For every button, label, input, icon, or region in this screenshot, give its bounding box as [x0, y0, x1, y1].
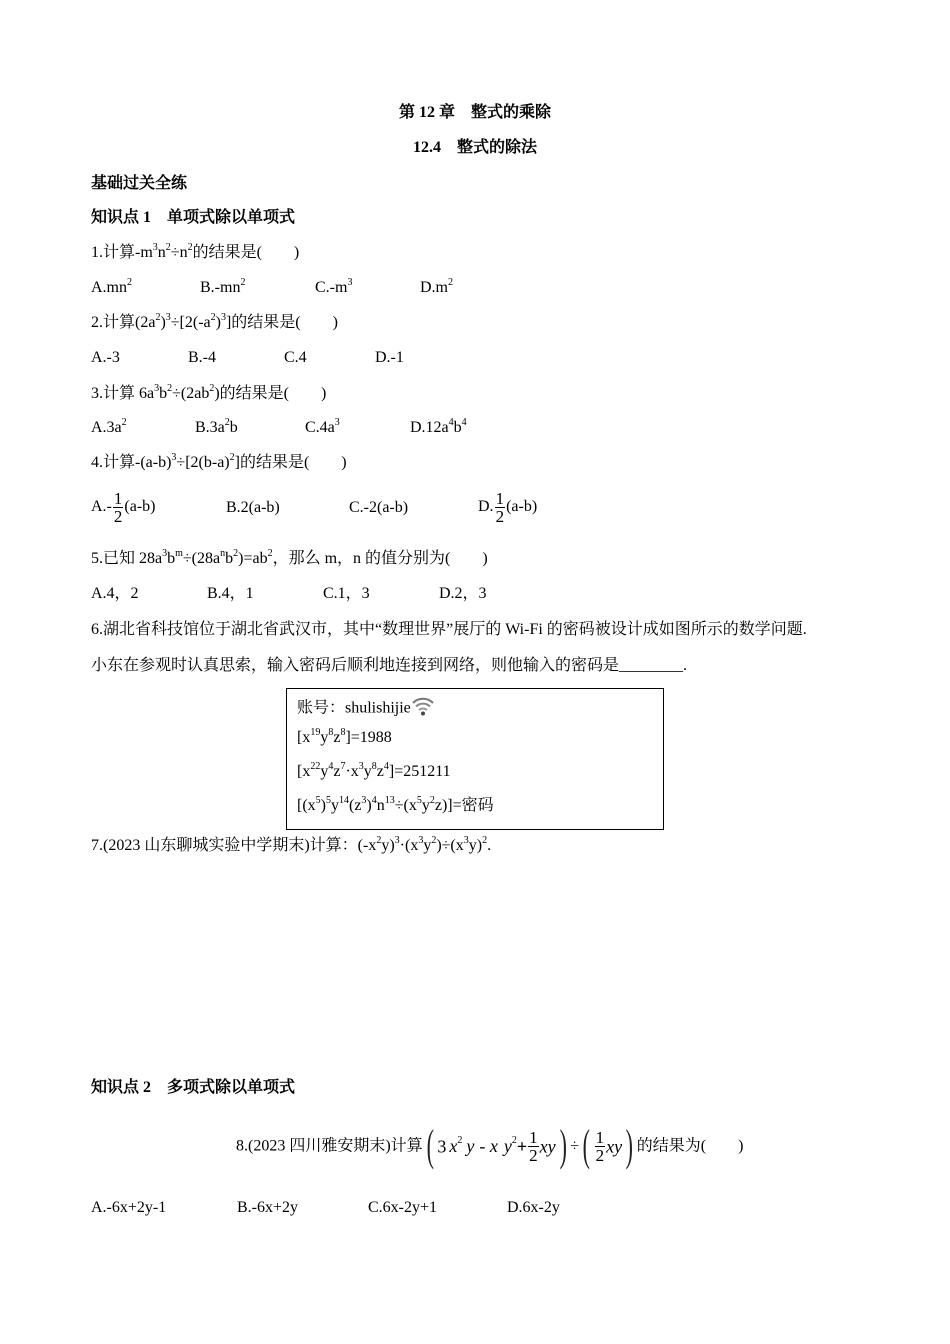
q1-option-c: $C.-m^3$ — [315, 276, 353, 296]
chapter-title: 第 12 章 整式的乘除 — [398, 104, 551, 121]
left-paren: ( — [582, 1121, 590, 1171]
knowledge-point-1-heading: 知识点 1 单项式除以单项式 — [91, 209, 296, 226]
q2-option-a: A.-3 — [91, 349, 120, 366]
q3-option-b: $B.3a^2b$ — [195, 416, 238, 436]
q5-option-b: B.4，1 — [207, 585, 254, 602]
fraction-one-half: $\frac{1}{2}$ — [113, 488, 123, 526]
question-6-line-1: 6.湖北省科技馆位于湖北省武汉市，其中“数理世界”展厅的 Wi-Fi 的密码被设计成如图所示的数学问题. — [91, 621, 807, 638]
q4-option-c: C.-2(a-b) — [349, 499, 409, 516]
q4-option-a: A.- $\frac{1}{2}$ (a-b) — [91, 488, 156, 526]
question-4: 4.计算$-(a-b)^3\div[2(b-a)^2]$的结果是( ) — [91, 451, 347, 471]
q3-option-a: $A.3a^2$ — [91, 416, 127, 436]
left-paren: ( — [426, 1121, 434, 1171]
fraction-one-half: $\frac{1}{2}$ — [595, 1127, 605, 1165]
q5-option-d: D.2，3 — [439, 585, 487, 602]
clue-line-1: $[x^{19}y^8z^8]=1988$ — [297, 726, 392, 746]
question-1: 1.计算$-m^3n^2\div n^2$的结果是( ) — [91, 241, 300, 261]
q8-option-a: A.-6x+2y-1 — [91, 1199, 167, 1216]
question-6-line-2: 小东在参观时认真思索，输入密码后顺利地连接到网络，则他输入的密码是________. — [91, 657, 688, 674]
q1-option-a: $A.mn^2$ — [91, 276, 132, 296]
question-2: 2.计算$(2a^2)^3\div[2(-a^2)^3]$的结果是( ) — [91, 311, 338, 331]
fraction-one-half: $\frac{1}{2}$ — [529, 1127, 538, 1165]
q3-option-c: $C.4a^3$ — [305, 416, 340, 436]
q8-option-c: C.6x-2y+1 — [368, 1199, 438, 1216]
level-heading: 基础过关全练 — [91, 175, 188, 192]
q8-option-d: D.6x-2y — [507, 1199, 560, 1216]
q4-option-d: D. $\frac{1}{2}$ (a-b) — [478, 488, 538, 526]
question-3: 3.计算 $6a^3b^2\div(2ab^2)$的结果是( ) — [91, 382, 327, 402]
q5-option-c: C.1，3 — [323, 585, 370, 602]
right-paren: ) — [625, 1121, 634, 1171]
q5-option-a: A.4，2 — [91, 585, 139, 602]
password-line: $[(x^5)^5y^{14}(z^3)^4n^{13}\div(x^5y^2z)]=$密码 — [297, 794, 494, 814]
fraction-one-half: $\frac{1}{2}$ — [495, 488, 505, 526]
question-5: 5.已知 $28a^3b^m\div(28a^nb^2)=ab^2$，那么 m，n 的值分别为( ) — [91, 547, 488, 567]
account-line: 账号：shulishijie — [297, 694, 435, 724]
section-title: 12.4 整式的除法 — [412, 139, 537, 156]
clue-line-2: $[x^{22}y^4z^7\cdot x^3y^8z^4]=251211$ — [297, 760, 451, 780]
q1-option-b: $B.-mn^2$ — [200, 276, 246, 296]
right-paren: ) — [559, 1121, 567, 1171]
wifi-icon — [411, 694, 435, 724]
q8-option-b: B.-6x+2y — [237, 1199, 299, 1216]
q2-option-b: B.-4 — [188, 349, 216, 366]
knowledge-point-2-heading: 知识点 2 多项式除以单项式 — [91, 1079, 296, 1096]
q1-option-d: $D.m^2$ — [420, 276, 453, 296]
wifi-password-box — [286, 688, 664, 830]
q3-option-d: $D.12a^4b^4$ — [410, 416, 467, 436]
question-7: 7.(2023 山东聊城实验中学期末)计算：$(-x^2y)^3\cdot(x^3y^2)\div(x^3y)^2$. — [91, 834, 492, 854]
q2-option-d: D.-1 — [375, 349, 404, 366]
q4-option-b: B.2(a-b) — [226, 499, 280, 516]
question-8: 8.(2023 四川雅安期末)计算( 3 $x^2$ y - x $y^2+$ $\frac{1}{2}$ xy) ÷( $\frac{1}{2}$ xy) 的结果为( ) — [236, 1121, 744, 1171]
q2-option-c: C.4 — [284, 349, 307, 366]
